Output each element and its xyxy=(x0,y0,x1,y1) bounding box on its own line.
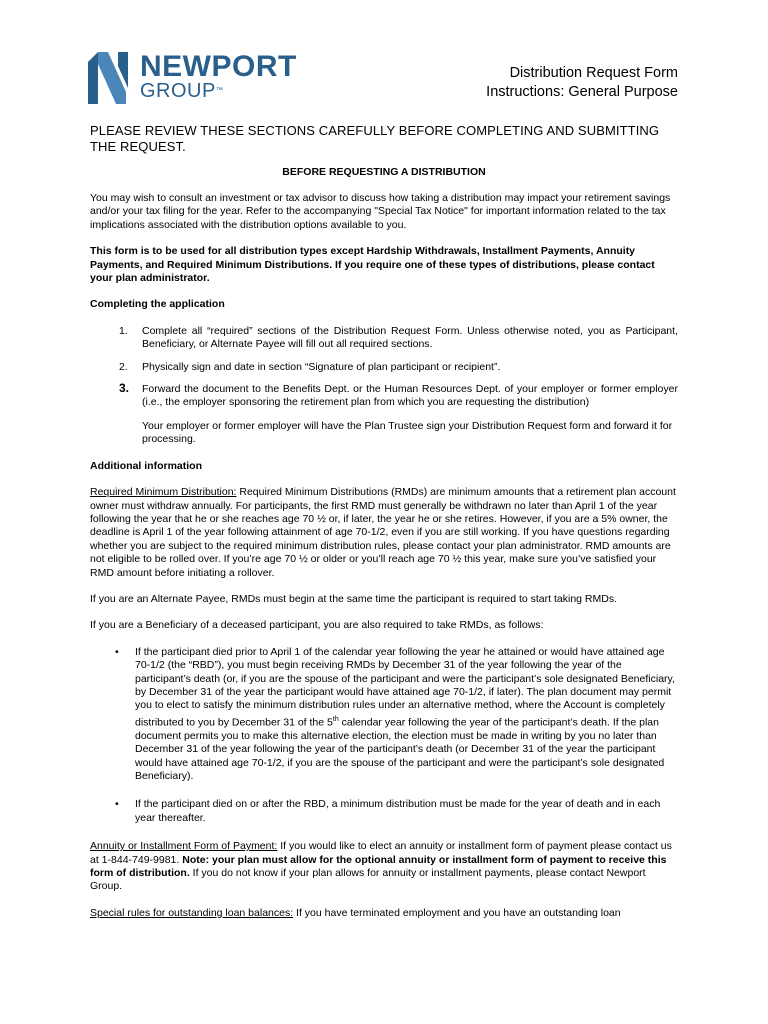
list-item: 1. Complete all “required” sections of the Distribution Request Form. Unless otherwise noted, you as Participant, Beneficiary, or Alternate Payee will fill out all required sections. xyxy=(119,324,678,351)
newport-n-mark-icon xyxy=(88,52,132,104)
form-title-line1: Distribution Request Form xyxy=(509,65,678,81)
para-alternate-payee: If you are an Alternate Payee, RMDs must begin at the same time the participant is required to start taking RMDs. xyxy=(90,592,617,605)
para-loan-balances: Special rules for outstanding loan balances: If you have terminated employment and you have an outstanding loan xyxy=(90,906,621,919)
form-title-line2: Instructions: General Purpose xyxy=(486,84,678,100)
list-item: • If the participant died prior to April 1 of the calendar year following the year he attained or would have attained age 70-1/2 (the “RBD”), you must begin receiving RMDs by December 31 of the year following the year of the participant’s death (or, if you are the spouse of the participant and were the participant’s sole designated Beneficiary, by December 31 of the year the participant would have attained age 70-1/2, if later). The plan document may permit you to elect to satisfy the minimum distribution rules under an alternative method, where the Account is completely distributed to you by December 31 of the 5th calendar year following the year of the participant’s death. If the plan document permits you to make this alternative election, the election must be made in writing by you no later than December 31 of the year following the year of the participant’s death (or December 31 of the year the participant would have attained age 70-1/2, if you are the spouse of the participant and were the participant’s sole designated Beneficiary). xyxy=(115,645,675,782)
steps-list xyxy=(90,325,678,410)
heading-completing-application: Completing the application xyxy=(90,298,225,311)
para-form-usage: This form is to be used for all distribution types except Hardship Withdrawals, Installment Payments, Annuity Payments, and Required Minimum Distributions. If you require one of these types of distributions, please contact your plan administrator. xyxy=(90,245,655,285)
step-note: Your employer or former employer will have the Plan Trustee sign your Distribution Request form and forward it for processing. xyxy=(142,419,673,446)
section-heading-before: BEFORE REQUESTING A DISTRIBUTION xyxy=(282,166,486,178)
form-title xyxy=(486,64,678,102)
intro-notice: PLEASE REVIEW THESE SECTIONS CAREFULLY BEFORE COMPLETING AND SUBMITTING THE REQUEST. xyxy=(90,123,660,154)
logo-wordmark-newport: NEWPORT xyxy=(140,50,297,83)
document-body xyxy=(90,123,678,933)
list-item: 2. Physically sign and date in section “Signature of plan participant or recipient”. xyxy=(119,360,501,373)
para-beneficiary: If you are a Beneficiary of a deceased participant, you are also required to take RMDs, as follows: xyxy=(90,619,544,632)
beneficiary-rules-list xyxy=(90,646,678,825)
para-annuity: Annuity or Installment Form of Payment: If you would like to elect an annuity or installment form of payment please contact us at 1-844-749-9981. Note: your plan must allow for the optional annuity or installment form of payment to receive this form of distribution. If you do not know if your plan allows for annuity or installment payments, please contact Newport Group. xyxy=(90,840,672,893)
logo-wordmark-group: GROUP™ xyxy=(140,80,224,102)
newport-group-logo xyxy=(88,50,297,104)
list-item: • If the participant died on or after the RBD, a minimum distribution must be made for the year of death and in each year thereafter. xyxy=(115,798,661,824)
list-item: 3. Forward the document to the Benefits Dept. or the Human Resources Dept. of your employer or former employer (i.e., the employer sponsoring the retirement plan from which you are requesting the distribution) xyxy=(119,381,678,409)
heading-additional-information: Additional information xyxy=(90,459,202,472)
para-consult-advisor: You may wish to consult an investment or tax advisor to discuss how taking a distribution may impact your retirement savings and/or your tax filing for the year. Refer to the accompanying "Special Tax Notice" for important information related to the tax implications associated with the distribution options available to you. xyxy=(90,192,671,231)
para-rmd: Required Minimum Distribution: Required Minimum Distributions (RMDs) are minimum amounts that a retirement plan account owner must withdraw annually. For participants, the first RMD must generally be withdrawn no later than April 1 of the year following the year that he or she reaches age 70 ½ or, if later, the year he or she retires. However, if you are a 5% owner, the deadline is April 1 of the year following attainment of age 70-1/2, even if you are still working. If you have questions regarding whether you are subject to the required minimum distribution rules, please contact your plan administrator. RMD amounts are not eligible to be rolled over. If you’re age 70 ½ or older or you’ll reach age 70 ½ this year, make sure you’ve satisfied your RMD amount before initiating a rollover. xyxy=(90,486,676,579)
